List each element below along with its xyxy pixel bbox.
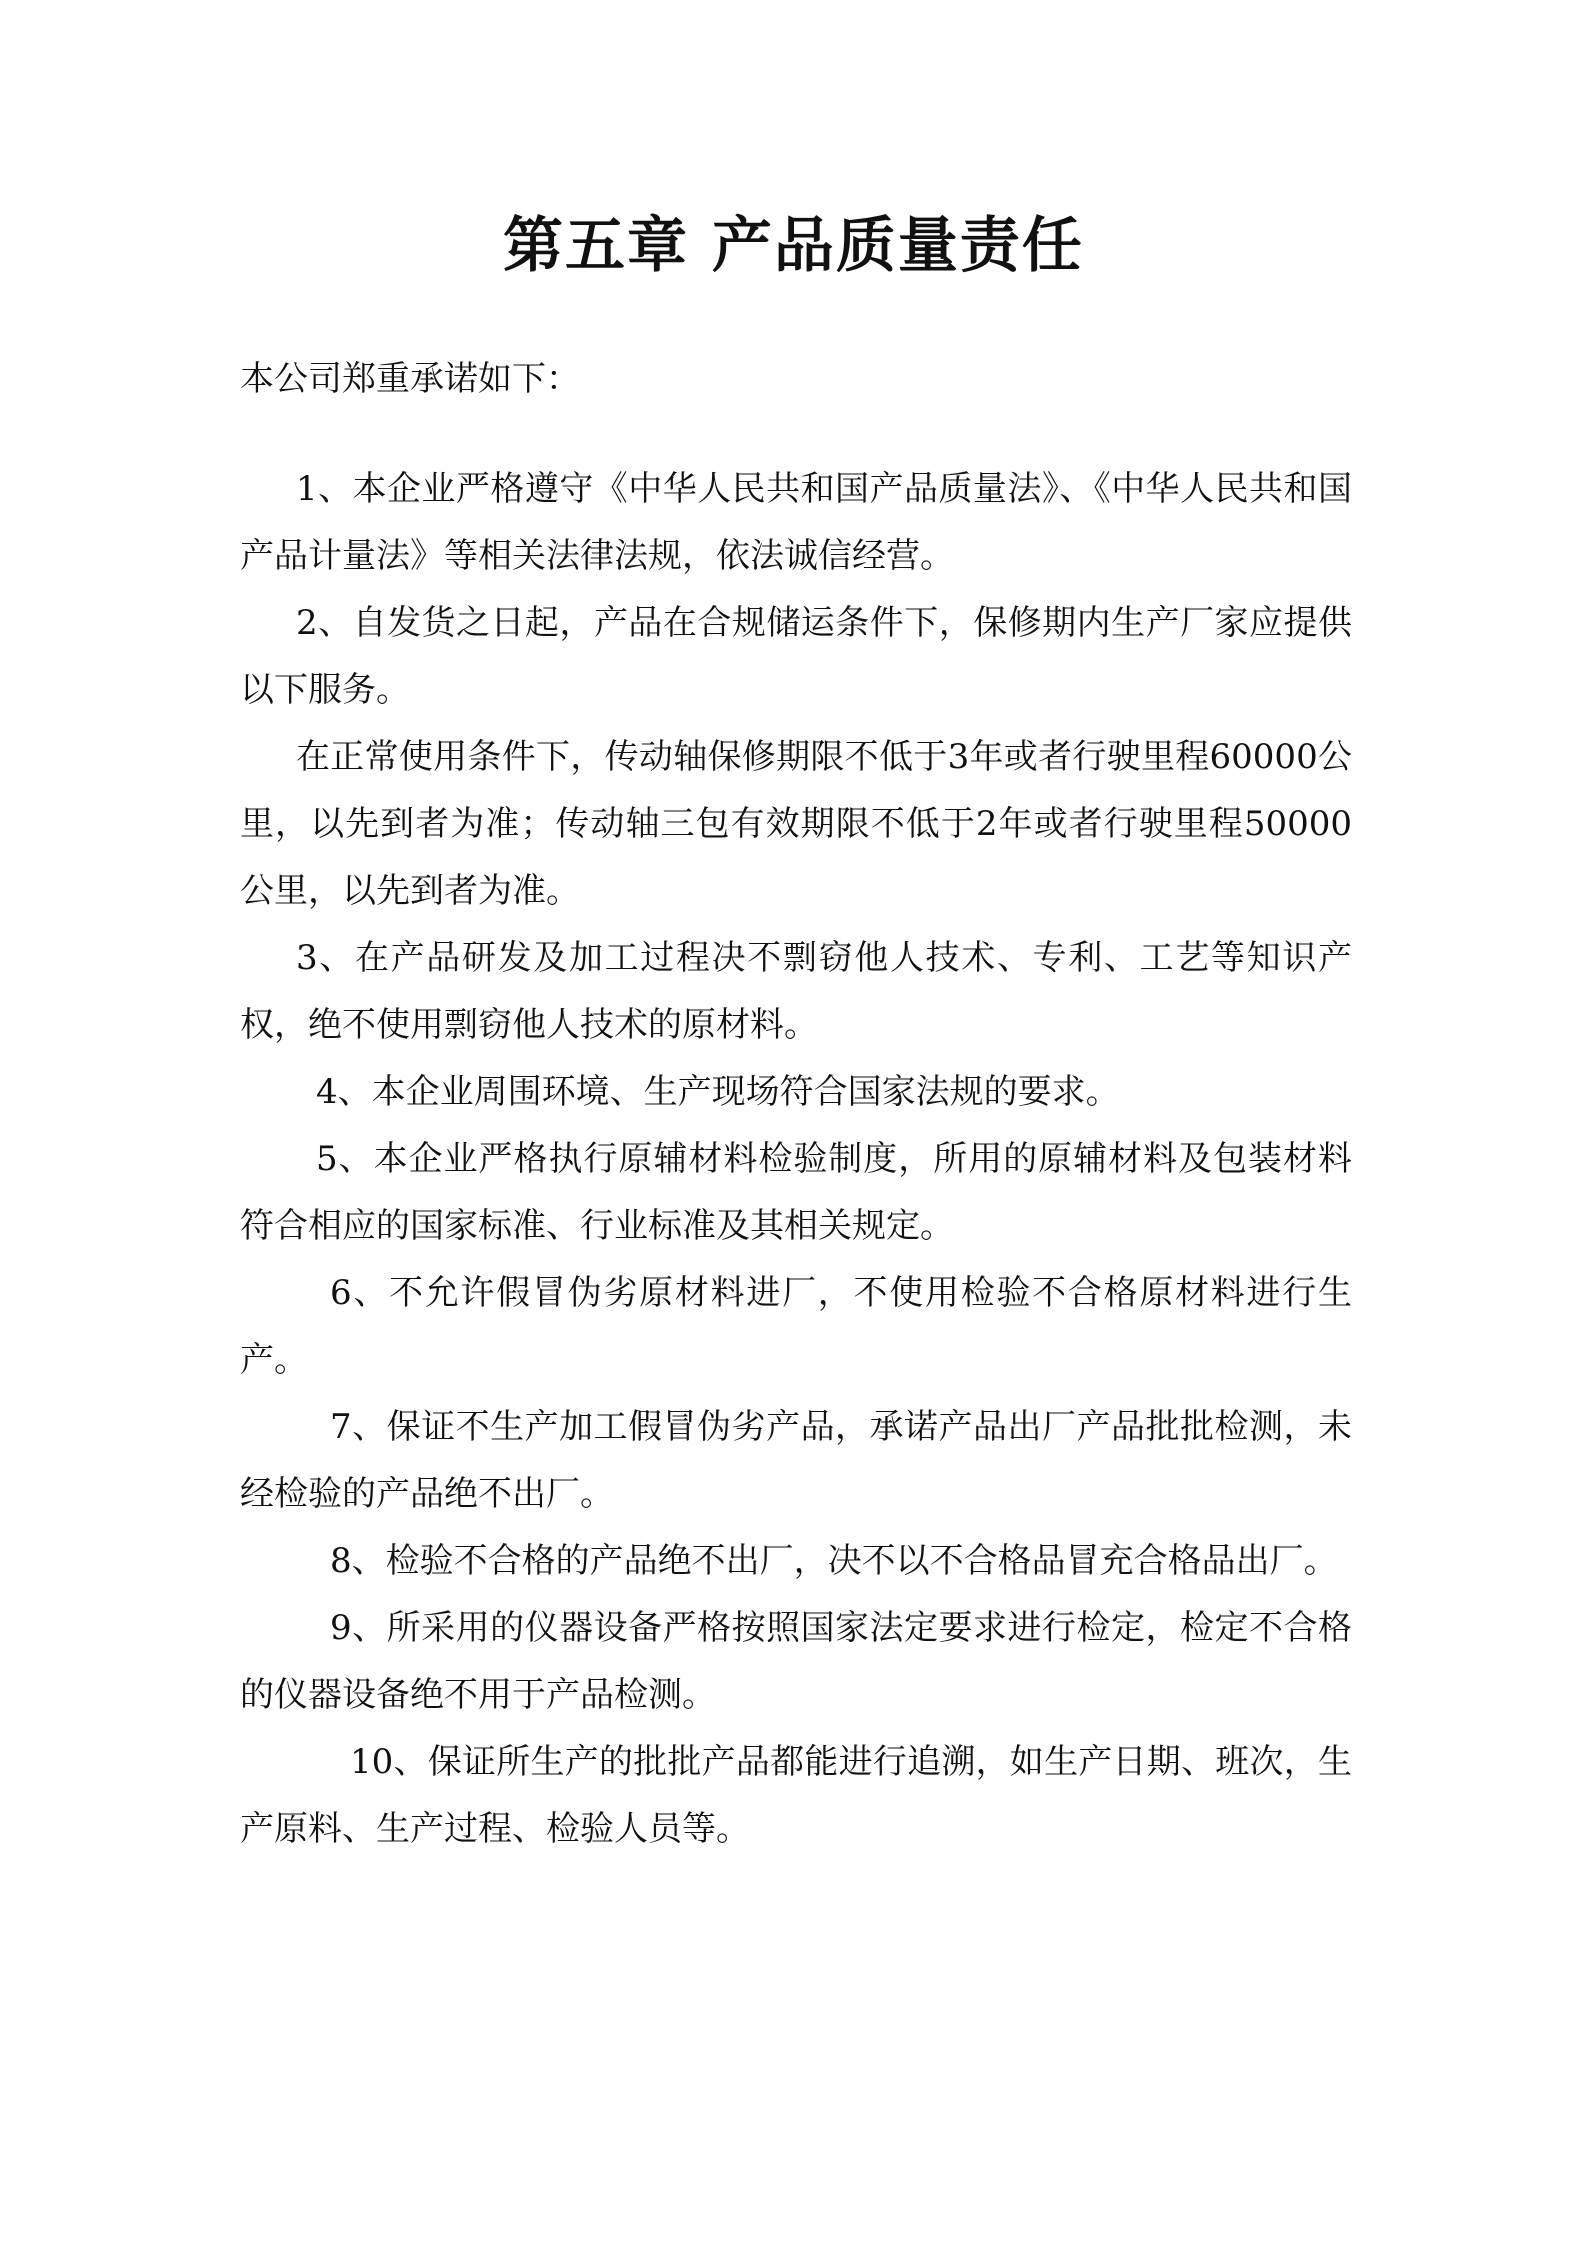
paragraph-2-detail: 在正常使用条件下，传动轴保修期限不低于3年或者行驶里程60000公里，以先到者为准；传动轴三包有效期限不低于2年或者行驶里程50000公里，以先到者为准。 xyxy=(240,737,1352,911)
commitment-list xyxy=(240,456,1352,1863)
paragraph-2: 2、自发货之日起，产品在合规储运条件下，保修期内生产厂家应提供以下服务。 xyxy=(240,603,1352,710)
paragraph-6: 6、不允许假冒伪劣原材料进厂，不使用检验不合格原材料进行生产。 xyxy=(240,1273,1352,1380)
page-title: 第五章 产品质量责任 xyxy=(503,211,1084,281)
paragraph-10: 10、保证所生产的批批产品都能进行追溯，如生产日期、班次，生产原料、生产过程、检验人员等。 xyxy=(240,1742,1352,1849)
paragraph-4: 4、本企业周围环境、生产现场符合国家法规的要求。 xyxy=(316,1072,1120,1112)
paragraph-3: 3、在产品研发及加工过程决不剽窃他人技术、专利、工艺等知识产权，绝不使用剽窃他人技术的原材料。 xyxy=(240,938,1352,1045)
paragraph-7: 7、保证不生产加工假冒伪劣产品，承诺产品出厂产品批批检测，未经检验的产品绝不出厂。 xyxy=(240,1407,1352,1514)
paragraph-8: 8、检验不合格的产品绝不出厂，决不以不合格品冒充合格品出厂。 xyxy=(330,1541,1338,1581)
paragraph-1: 1、本企业严格遵守《中华人民共和国产品质量法》、《中华人民共和国产品计量法》等相关法律法规，依法诚信经营。 xyxy=(240,469,1352,576)
intro-text: 本公司郑重承诺如下： xyxy=(240,359,580,399)
paragraph-9: 9、所采用的仪器设备严格按照国家法定要求进行检定，检定不合格的仪器设备绝不用于产品检测。 xyxy=(240,1608,1352,1715)
paragraph-5: 5、本企业严格执行原辅材料检验制度，所用的原辅材料及包装材料符合相应的国家标准、行业标准及其相关规定。 xyxy=(240,1139,1352,1246)
